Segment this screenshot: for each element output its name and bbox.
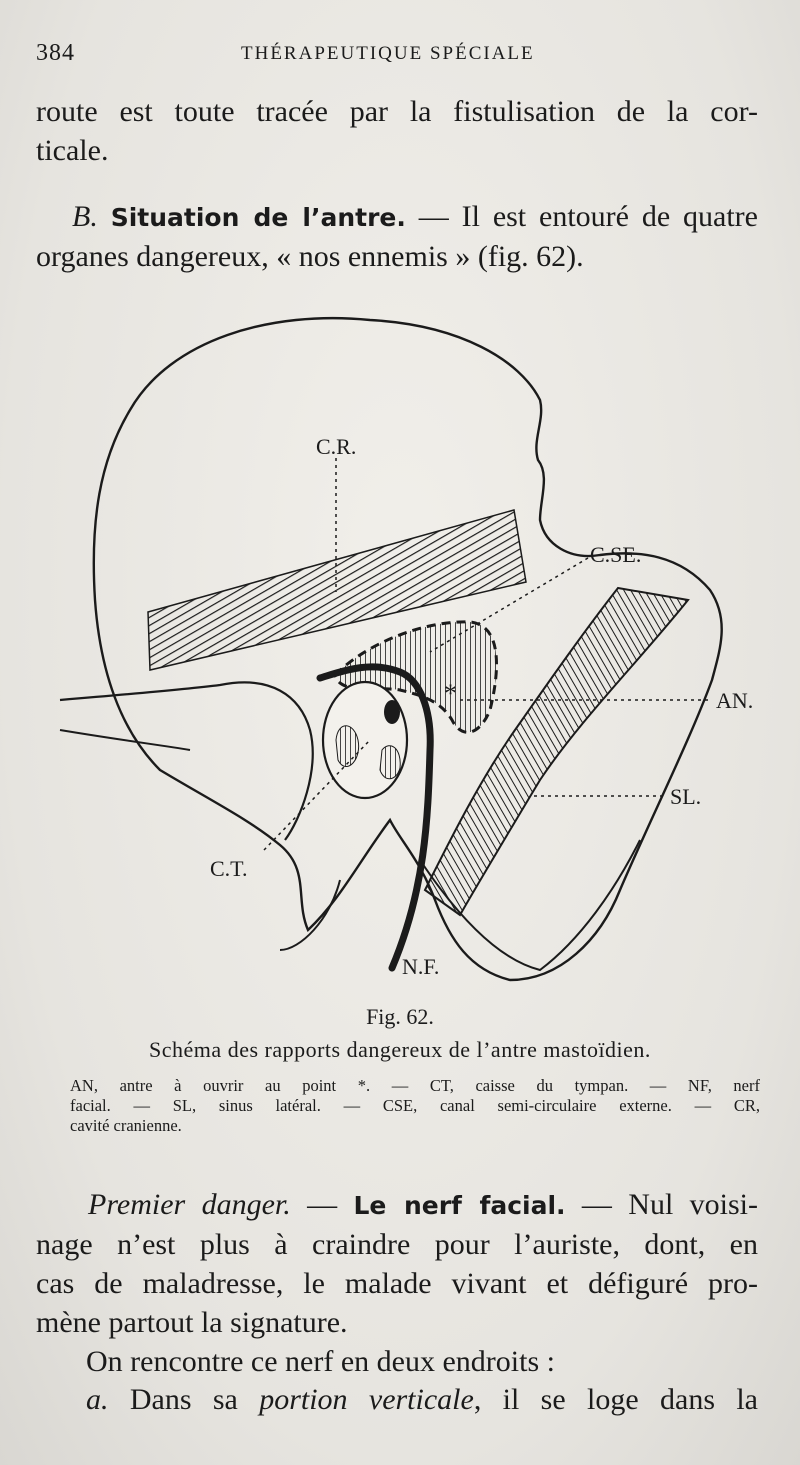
- paragraph-line: nage n’est plus à craindre pour l’auriste, dont, en: [36, 1228, 758, 1261]
- emphasis: portion verticale: [259, 1383, 474, 1416]
- label-ct: C.T.: [210, 856, 248, 881]
- legend-line: cavité cranienne.: [70, 1116, 182, 1135]
- lower-contour: [280, 880, 340, 950]
- paragraph-premier-danger: [36, 1185, 758, 1342]
- figure-number: Fig. 62.: [366, 1004, 434, 1029]
- antrum-point-star: *: [444, 679, 457, 708]
- label-nf: N.F.: [402, 954, 440, 979]
- paragraph-line: — Nul voisi-: [565, 1188, 759, 1221]
- ear-canal-outline: [60, 682, 313, 840]
- paragraph-line: — Il est entouré de quatre: [405, 200, 758, 233]
- label-cse: C.SE.: [590, 542, 642, 567]
- paragraph-text: Dans sa: [108, 1383, 260, 1416]
- paragraph-line: mène partout la signature.: [36, 1306, 348, 1339]
- paragraph-text: , il se loge dans la: [473, 1383, 758, 1416]
- dash: —: [290, 1188, 354, 1221]
- danger-lead: Premier danger.: [88, 1188, 291, 1221]
- paragraph-line: cas de maladresse, le malade vivant et défiguré pro-: [36, 1267, 758, 1300]
- legend-line: facial. — SL, sinus latéral. — CSE, canal semi-circulaire externe. — CR,: [70, 1096, 760, 1115]
- danger-heading: Le nerf facial.: [353, 1191, 566, 1220]
- tympanic-shading-left: [336, 726, 359, 767]
- legend-line: AN, antre à ouvrir au point *. — CT, caisse du tympan. — NF, nerf: [70, 1076, 760, 1095]
- paragraph-line: ticale.: [36, 134, 109, 167]
- figure-title: Schéma des rapports dangereux de l’antre mastoïdien.: [149, 1037, 651, 1062]
- paragraph-situation: [36, 197, 758, 276]
- label-cr: C.R.: [316, 434, 357, 459]
- section-marker: B.: [72, 200, 98, 233]
- figure-legend: [70, 1076, 760, 1136]
- running-head: THÉRAPEUTIQUE SPÉCIALE: [241, 43, 535, 64]
- tympanic-shading-right: [380, 746, 400, 779]
- tympanic-ossicle: [384, 700, 400, 724]
- section-heading: Situation de l’antre.: [110, 203, 406, 232]
- item-marker: a.: [86, 1383, 109, 1416]
- ear-canal-lower: [60, 730, 190, 750]
- page-header: [36, 40, 752, 72]
- paragraph-continuation: [36, 92, 758, 170]
- label-an: AN.: [716, 688, 754, 713]
- paragraph-line: organes dangereux, « nos ennemis » (fig. 62).: [36, 240, 584, 273]
- label-sl: SL.: [670, 784, 702, 809]
- page-number: 384: [36, 40, 75, 66]
- paragraph-portion-verticale: [86, 1380, 758, 1419]
- paragraph-two-places: On rencontre ce nerf en deux endroits :: [86, 1345, 555, 1378]
- anatomical-figure: [40, 300, 780, 1000]
- paragraph-line: route est toute tracée par la fistulisation de la cor-: [36, 95, 758, 128]
